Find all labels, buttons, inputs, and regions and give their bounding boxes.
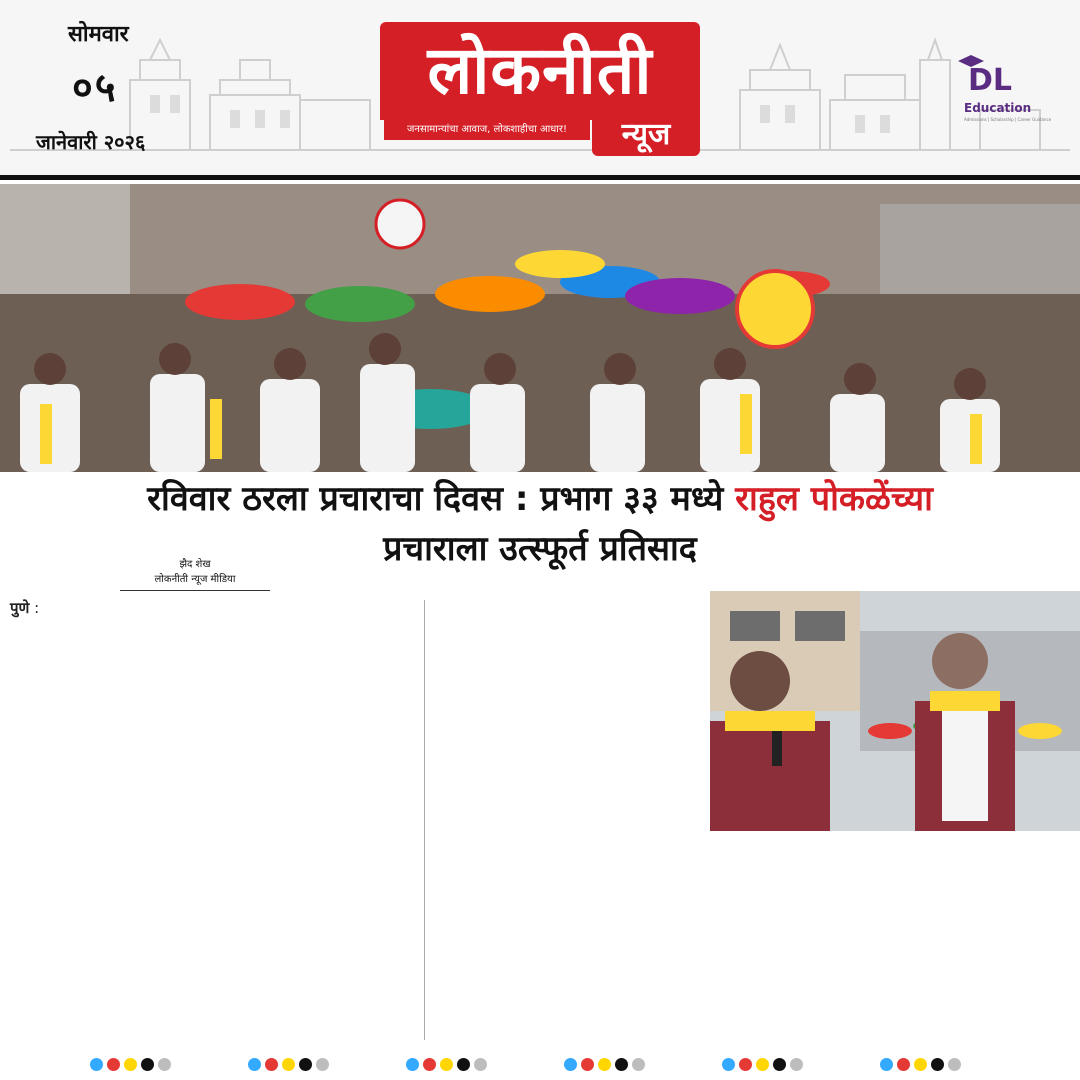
footer-dots-5 <box>722 1058 812 1072</box>
footer-dot <box>581 1058 594 1071</box>
footer-dot <box>158 1058 171 1071</box>
rally-photo <box>0 184 1080 472</box>
byline <box>120 557 270 587</box>
partner-tagline: Admissions | Scholarship | Career Guidance <box>964 117 1052 122</box>
headline-highlight: राहुल पोकळेंच्या <box>735 479 933 519</box>
article-dateline: पुणे <box>10 599 30 617</box>
footer-dots-1 <box>90 1058 180 1072</box>
footer-dot <box>756 1058 769 1071</box>
footer-dot <box>474 1058 487 1071</box>
footer-dot <box>282 1058 295 1071</box>
footer-dots-2 <box>248 1058 338 1072</box>
headline-line-2: प्रचाराला उत्स्फूर्त प्रतिसाद <box>383 529 697 569</box>
partner-logo <box>950 55 1050 125</box>
footer-dot <box>265 1058 278 1071</box>
footer-dots-6 <box>880 1058 970 1072</box>
footer-dot <box>457 1058 470 1071</box>
footer-dot <box>316 1058 329 1071</box>
footer-dot <box>423 1058 436 1071</box>
footer-dot <box>615 1058 628 1071</box>
speech-photo-illustration <box>710 591 1080 831</box>
footer-dot <box>897 1058 910 1071</box>
logo-title: लोकनीती <box>380 22 700 120</box>
month-year: जानेवारी २०२६ <box>36 130 146 154</box>
footer-dot <box>564 1058 577 1071</box>
footer-dots-4 <box>564 1058 654 1072</box>
footer-dot <box>948 1058 961 1071</box>
day-number: ०५ <box>72 65 118 111</box>
footer-dot <box>739 1058 752 1071</box>
partner-mark: DL <box>968 63 1013 98</box>
footer-dot <box>141 1058 154 1071</box>
logo-news: न्यूज <box>592 114 700 156</box>
footer-dot <box>248 1058 261 1071</box>
footer-dot <box>107 1058 120 1071</box>
masthead-divider <box>0 175 1080 180</box>
headline-line-1 <box>0 474 1080 524</box>
footer-dot <box>598 1058 611 1071</box>
day-name: सोमवार <box>68 22 129 47</box>
footer-dot <box>914 1058 927 1071</box>
speech-photo <box>710 591 1080 831</box>
byline-org: लोकनीती न्यूज मीडिया <box>154 574 236 585</box>
article-column-1: पुणे : <box>10 599 40 617</box>
footer-dot <box>406 1058 419 1071</box>
masthead <box>0 0 1080 175</box>
partner-name: Education <box>964 101 1032 115</box>
newspaper-logo <box>380 22 700 156</box>
footer-dot <box>90 1058 103 1071</box>
headline-part-1: रविवार ठरला प्रचाराचा दिवस : प्रभाग ३३ मध्ये <box>147 479 736 519</box>
column-divider <box>424 600 425 1040</box>
logo-tagline: जनसामान्यांचा आवाज, लोकशाहीचा आधार! <box>384 120 590 140</box>
byline-author: झैद शेख <box>179 559 211 570</box>
footer-dot <box>722 1058 735 1071</box>
rally-photo-illustration <box>0 184 1080 472</box>
footer-dot <box>773 1058 786 1071</box>
footer-dot <box>299 1058 312 1071</box>
footer-dots-3 <box>406 1058 496 1072</box>
footer-dot <box>124 1058 137 1071</box>
footer-dot <box>790 1058 803 1071</box>
byline-divider <box>120 590 270 591</box>
footer-dot <box>931 1058 944 1071</box>
footer-dot <box>632 1058 645 1071</box>
footer-dot <box>880 1058 893 1071</box>
footer-dot <box>440 1058 453 1071</box>
